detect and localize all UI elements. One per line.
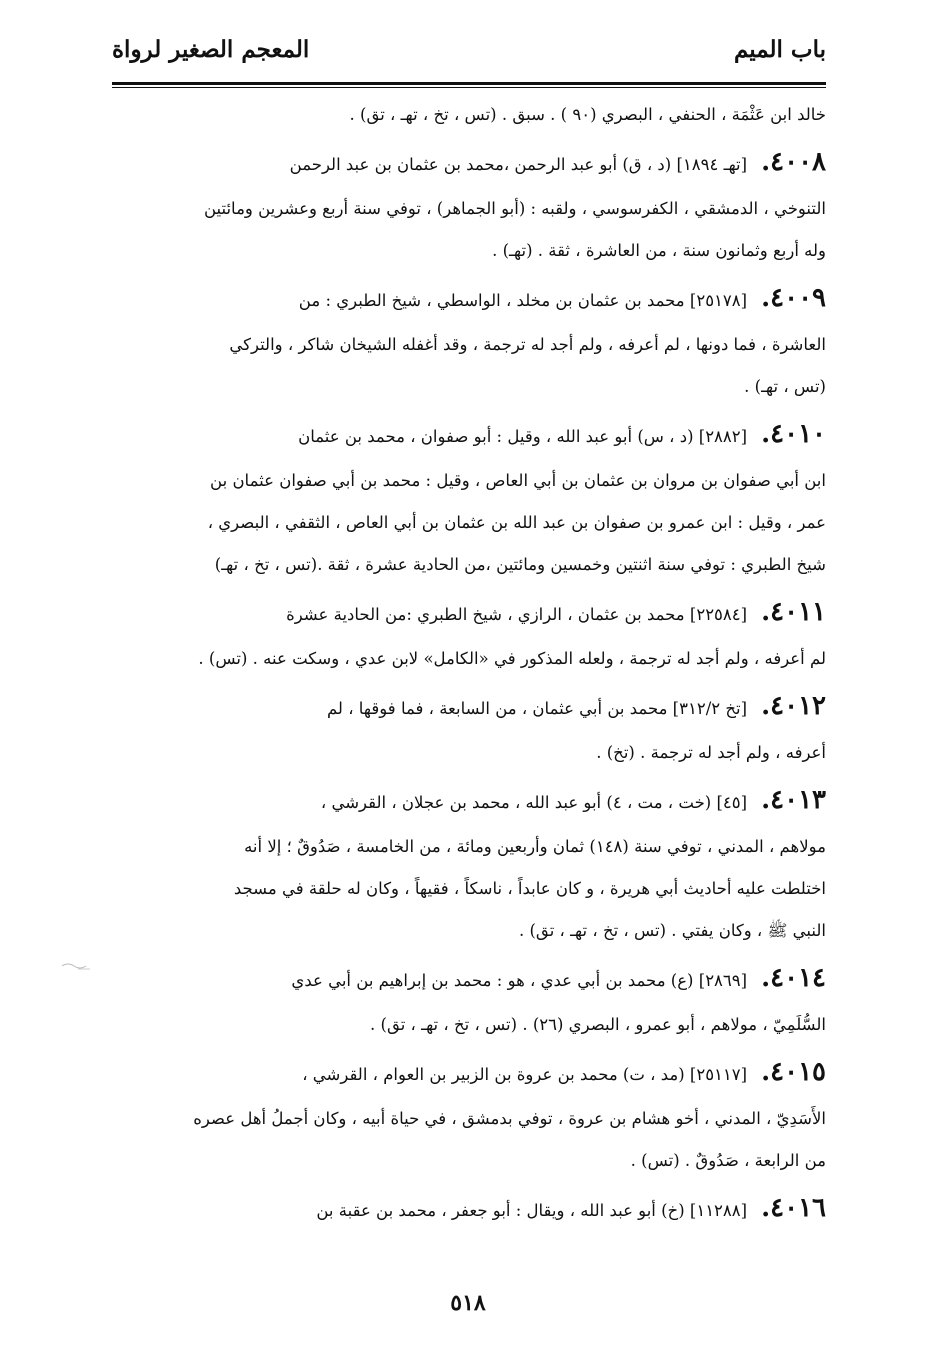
body-text-line: لم أعرفه ، ولم أجد له ترجمة ، ولعله المذكور في «الكامل» لابن عدي ، وسكت عنه . (تس) . [198,649,826,668]
entry-number: ٤٠١٠. [761,419,826,449]
entry-heading-line [112,1046,826,1098]
entry-heading-text: [٢٥١٧٨] محمد بن عثمان بن مخلد ، الواسطي ، شيخ الطبري : من [298,291,748,310]
page-body [112,94,826,1234]
body-text-line: خالد ابن عَثْمَة ، الحنفي ، البصري (٩٠ ) . سبق . (تس ، تخ ، تهـ ، تق) . [349,105,826,124]
body-text-line: من الرابعة ، صَدُوقٌ . (تس) . [630,1151,826,1170]
entry-heading-line [112,586,826,638]
margin-smudge-mark [60,960,96,972]
entry-heading-line [112,408,826,460]
entry-heading-line [112,680,826,732]
entry-heading-line [112,136,826,188]
entry-heading-line [112,1182,826,1234]
entry-number: ٤٠٠٩. [761,283,826,313]
body-text-line: عمر ، وقيل : ابن عمرو بن صفوان بن عبد الله بن عثمان بن أبي العاص ، الثقفي ، البصري ، [207,513,826,532]
entry-heading-text: [٢٨٦٩] (ع) محمد بن أبي عدي ، هو : محمد بن إبراهيم بن أبي عدي [291,971,748,990]
header-divider [112,82,826,85]
entry-heading-text: [تخ ٣١٢/٢] محمد بن أبي عثمان ، من السابعة ، فما فوقها ، لم [326,699,748,718]
body-text-line: (تس ، تهـ) . [744,377,826,396]
header-divider-thin [112,87,826,88]
body-text-line: الأَسَدِيّ ، المدني ، أخو هشام بن عروة ، توفي بدمشق ، في حياة أبيه ، وكان أجملُ أهل عصره [193,1109,826,1128]
entry-heading-text: [١١٢٨٨] (خ) أبو عبد الله ، ويقال : أبو جعفر ، محمد بن عقبة بن [316,1201,748,1220]
entry-number: ٤٠٠٨. [761,147,826,177]
entry-heading-text: [٢٨٨٢] (د ، س) أبو عبد الله ، وقيل : أبو صفوان ، محمد بن عثمان [298,427,748,446]
body-text-line: أعرفه ، ولم أجد له ترجمة . (تخ) . [596,743,826,762]
body-text-line: السُّلَمِيّ ، مولاهم ، أبو عمرو ، البصري (٢٦) . (تس ، تخ ، تهـ ، تق) . [370,1015,826,1034]
book-title: المعجم الصغير لرواة [112,36,310,63]
entry-number: ٤٠١٣. [761,785,826,815]
entry-heading-line [112,952,826,1004]
entry-number: ٤٠١٦. [761,1193,826,1223]
page-header [112,30,826,82]
entry-number: ٤٠١٤. [761,963,826,993]
entry-heading-text: [٢٥١١٧] (مد ، ت) محمد بن عروة بن الزبير بن العوام ، القرشي ، [302,1065,748,1084]
body-text-line: شيخ الطبري : توفي سنة اثنتين وخمسين ومائتين ،من الحادية عشرة ، ثقة .(تس ، تخ ، تهـ) [214,555,826,574]
body-text-line: مولاهم ، المدني ، توفي سنة (١٤٨) ثمان وأربعين ومائة ، من الخامسة ، صَدُوقٌ ؛ إلا أنه [244,837,826,856]
chapter-title: باب الميم [733,36,826,63]
entry-number: ٤٠١١. [761,597,826,627]
body-text-line: التنوخي ، الدمشقي ، الكفرسوسي ، ولقبه : (أبو الجماهر) ، توفي سنة أربع وعشرين ومائتين [203,199,826,218]
entry-number: ٤٠١٢. [761,691,826,721]
body-text-line: اختلطت عليه أحاديث أبي هريرة ، و كان عابداً ، ناسكاً ، فقيهاً ، وكان له حلقة في مسجد [233,879,826,898]
body-text-line: العاشرة ، فما دونها ، لم أعرفه ، ولم أجد له ترجمة ، وقد أغفله الشيخان شاكر ، والتركي [229,335,826,354]
body-text-line: وله أربع وثمانون سنة ، من العاشرة ، ثقة . (تهـ) . [492,241,826,260]
body-text-line: النبي ﷺ ، وكان يفتي . (تس ، تخ ، تهـ ، تق) . [519,921,826,940]
body-text-line: ابن أبي صفوان بن مروان بن عثمان بن أبي العاص ، وقيل : محمد بن أبي صفوان عثمان بن [210,471,826,490]
entry-heading-text: [٢٢٥٨٤] محمد بن عثمان ، الرازي ، شيخ الطبري :من الحادية عشرة [286,605,748,624]
entry-heading-text: [تهـ ١٨٩٤] (د ، ق) أبو عبد الرحمن ،محمد بن عثمان بن عبد الرحمن [289,155,748,174]
page-number: ٥١٨ [450,1290,486,1316]
entry-number: ٤٠١٥. [761,1057,826,1087]
entry-heading-line [112,272,826,324]
entry-heading-text: [٤٥] (خت ، مت ، ٤) أبو عبد الله ، محمد بن عجلان ، القرشي ، [320,793,748,812]
entry-heading-line [112,774,826,826]
